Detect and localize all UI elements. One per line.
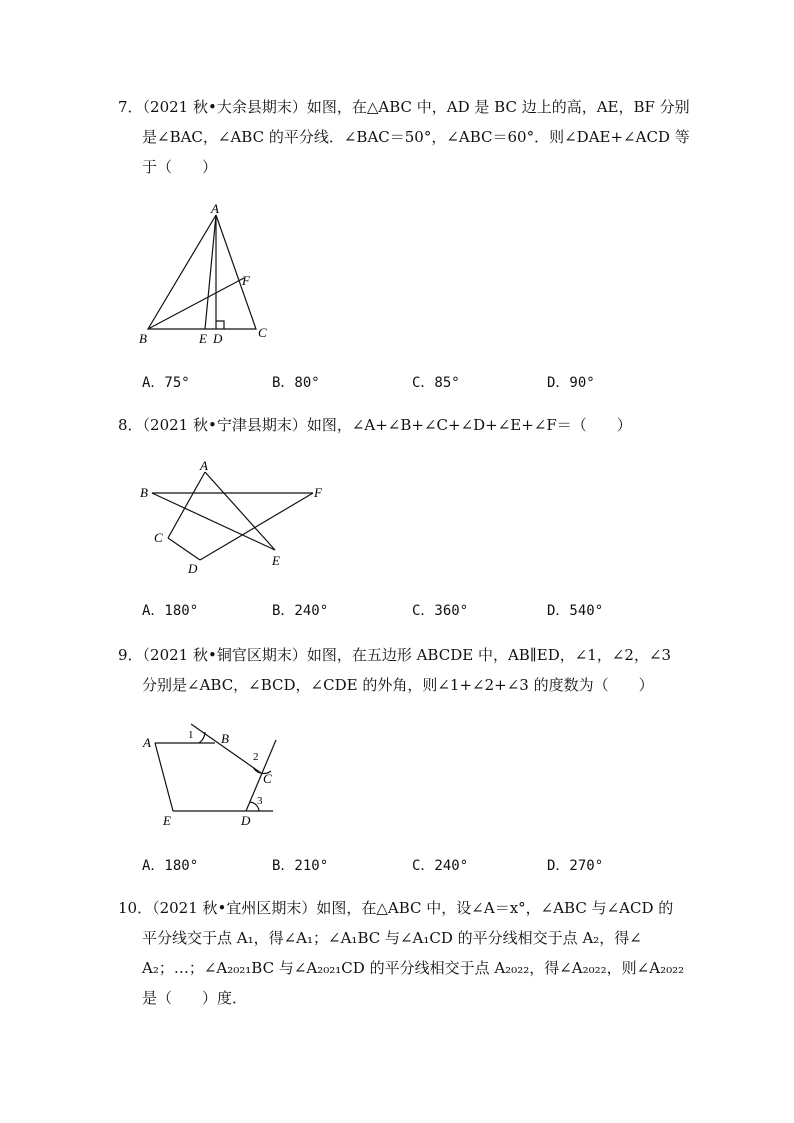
- label-c: C: [263, 771, 272, 786]
- label-e: E: [163, 813, 171, 828]
- label-b: B: [140, 485, 148, 500]
- label-e: E: [272, 553, 280, 568]
- label-angle-1: 1: [188, 729, 194, 741]
- option-d[interactable]: D．270°: [547, 858, 604, 874]
- question-8-line-1: 8．（2021 秋•宁津县期末）如图，∠A+∠B+∠C+∠D+∠E+∠F＝（ ）: [118, 416, 632, 434]
- label-d: D: [241, 813, 251, 828]
- segment-ac: [168, 472, 205, 538]
- question-9-figure: [135, 718, 290, 833]
- question-7: [118, 92, 690, 182]
- label-b: B: [139, 331, 147, 346]
- question-7-line-1: 7．（2021 秋•大余县期末）如图，在△ABC 中，AD 是 BC 边上的高，AE，BF 分别: [118, 98, 690, 116]
- label-a: A: [200, 458, 208, 473]
- option-a[interactable]: A．180°: [142, 603, 199, 619]
- question-9-line-2: 分别是∠ABC，∠BCD，∠CDE 的外角，则∠1+∠2+∠3 的度数为（ ）: [142, 676, 654, 694]
- option-a[interactable]: A．75°: [142, 375, 190, 391]
- question-7-line-2: 是∠BAC，∠ABC 的平分线．∠BAC＝50°，∠ABC＝60°．则∠DAE+∠ACD 等: [142, 128, 690, 146]
- option-b[interactable]: B．80°: [272, 375, 320, 391]
- question-10-line-3: A₂；…；∠A₂₀₂₁BC 与∠A₂₀₂₁CD 的平分线相交于点 A₂₀₂₂，得∠A₂₀₂₂，则∠A₂₀₂₂: [142, 959, 685, 977]
- label-d: D: [188, 561, 198, 576]
- label-e: E: [199, 331, 207, 346]
- option-d[interactable]: D．90°: [547, 375, 595, 391]
- option-d[interactable]: D．540°: [547, 603, 604, 619]
- label-a: A: [143, 735, 151, 750]
- label-c: C: [258, 325, 267, 340]
- question-10-line-2: 平分线交于点 A₁，得∠A₁；∠A₁BC 与∠A₁CD 的平分线相交于点 A₂，得∠: [142, 929, 642, 947]
- label-angle-2: 2: [253, 751, 259, 763]
- segment-df: [200, 493, 313, 560]
- segment-ae: [155, 743, 173, 811]
- segment-cd: [168, 538, 200, 560]
- option-c[interactable]: C．240°: [412, 858, 469, 874]
- right-angle-mark: [216, 321, 224, 329]
- question-9-line-1: 9．（2021 秋•铜官区期末）如图，在五边形 ABCDE 中，AB∥ED，∠1，∠2，∠3: [118, 646, 672, 664]
- segment-be: [152, 493, 275, 550]
- question-8: [118, 410, 678, 440]
- label-angle-3: 3: [257, 795, 263, 807]
- question-10: [118, 893, 685, 1013]
- label-a: A: [211, 201, 219, 216]
- option-c[interactable]: C．360°: [412, 603, 469, 619]
- option-b[interactable]: B．240°: [272, 603, 329, 619]
- label-d: D: [213, 331, 223, 346]
- question-9: [118, 640, 678, 700]
- label-b: B: [221, 731, 229, 746]
- label-c: C: [154, 530, 163, 545]
- question-10-line-4: 是（ ）度．: [142, 989, 248, 1007]
- label-f: F: [242, 273, 250, 288]
- label-f: F: [314, 485, 322, 500]
- segment-ae: [205, 472, 275, 550]
- option-a[interactable]: A．180°: [142, 858, 199, 874]
- segment-bf: [148, 278, 244, 329]
- segment-ae: [205, 215, 216, 329]
- triangle-abc: [148, 215, 256, 329]
- question-7-figure: [130, 198, 280, 348]
- question-7-line-3: 于（ ）: [142, 158, 218, 176]
- option-c[interactable]: C．85°: [412, 375, 460, 391]
- question-8-figure: [130, 455, 340, 580]
- question-10-line-1: 10．（2021 秋•宜州区期末）如图，在△ABC 中，设∠A＝x°，∠ABC 与∠ACD 的: [118, 899, 674, 917]
- option-b[interactable]: B．210°: [272, 858, 329, 874]
